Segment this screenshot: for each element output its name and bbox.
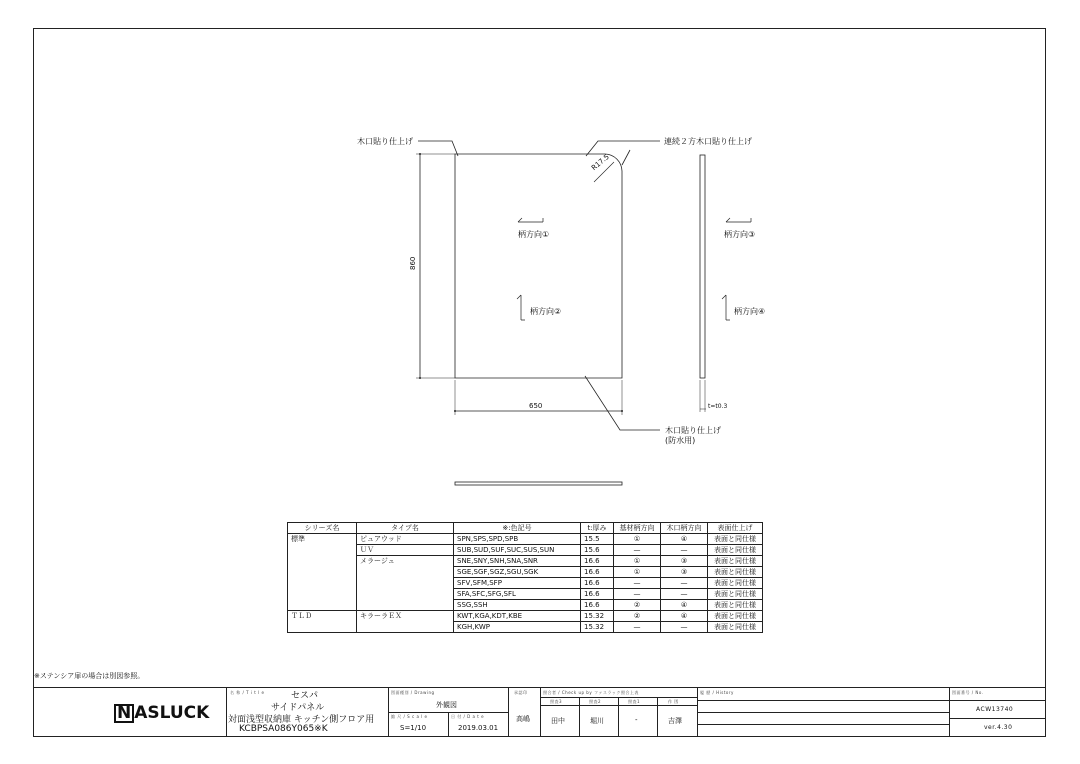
cell-thickness: 16.6 (581, 600, 614, 611)
col-type: タイプ名 (357, 523, 454, 534)
spec-header-row (288, 523, 763, 534)
spec-row (288, 534, 763, 545)
cell-thickness: 16.6 (581, 556, 614, 567)
spec-row (288, 578, 763, 589)
date-value: 2019.03.01 (458, 724, 499, 732)
cell-base-grain: — (614, 578, 661, 589)
no-caption: 図面番号 / No. (952, 690, 984, 695)
spec-row (288, 611, 763, 622)
cell-type (357, 600, 454, 611)
cell-type (357, 622, 454, 633)
label-grain-1: 柄方向① (518, 230, 550, 239)
spec-row (288, 600, 763, 611)
cell-series (288, 556, 357, 567)
grain-arrow-1 (518, 218, 543, 222)
cell-series (288, 578, 357, 589)
cell-base-grain: — (614, 622, 661, 633)
title-caption: 名 称 / T i t l e (230, 690, 265, 695)
dim-width-label: 650 (529, 402, 543, 410)
col-series: シリーズ名 (288, 523, 357, 534)
cell-base-grain: ② (614, 600, 661, 611)
title-block (34, 687, 1045, 737)
cell-base-grain: ① (614, 556, 661, 567)
cell-series: ＴＬＤ (288, 611, 357, 622)
check-caption: 照合者 / Check up by ファスラック照合上表 (543, 690, 639, 695)
label-grain-4: 柄方向④ (734, 307, 766, 316)
check-sub-1: 照査3 (550, 699, 563, 704)
cell-edge-grain: — (661, 578, 708, 589)
spec-row (288, 556, 763, 567)
cell-base-grain: — (614, 589, 661, 600)
cell-thickness: 15.5 (581, 534, 614, 545)
spec-row (288, 622, 763, 633)
scale-value: S=1/10 (400, 724, 427, 732)
cell-color-code: SSG,SSH (454, 600, 581, 611)
col-thickness: t:厚み (581, 523, 614, 534)
cell-color-code: SGE,SGF,SGZ,SGU,SGK (454, 567, 581, 578)
check-val-2: 堀川 (590, 717, 604, 725)
cell-color-code: SFA,SFC,SFG,SFL (454, 589, 581, 600)
cell-base-grain: ② (614, 611, 661, 622)
col-base-grain: 基材柄方向 (614, 523, 661, 534)
title-line-2: サイドパネル (271, 703, 325, 713)
cell-thickness: 15.32 (581, 622, 614, 633)
cell-type: ＵＶ (357, 545, 454, 556)
cell-type (357, 589, 454, 600)
cell-color-code: KWT,KGA,KDT,KBE (454, 611, 581, 622)
cell-type: メラージュ (357, 556, 454, 567)
approve-caption: 承認印 (514, 690, 528, 695)
cell-finish: 表面と同仕様 (708, 622, 763, 633)
cell-thickness: 16.6 (581, 578, 614, 589)
cell-edge-grain: ④ (661, 611, 708, 622)
cell-color-code: SPN,SPS,SPD,SPB (454, 534, 581, 545)
cell-edge-grain: ③ (661, 567, 708, 578)
cell-thickness: 16.6 (581, 589, 614, 600)
cell-finish: 表面と同仕様 (708, 589, 763, 600)
title-line-4: KCBPSA086Y065※K (239, 724, 328, 734)
check-val-1: 田中 (551, 717, 565, 725)
logo-text: ASLUCK (134, 703, 210, 723)
no-value: ACW13740 (976, 706, 1014, 713)
grain-arrow-4 (722, 295, 730, 320)
col-edge-grain: 木口柄方向 (661, 523, 708, 534)
panel-side-view (700, 155, 705, 378)
grain-arrow-3 (726, 218, 751, 222)
cell-finish: 表面と同仕様 (708, 556, 763, 567)
panel-bottom-view (455, 482, 622, 485)
col-finish: 表面仕上げ (708, 523, 763, 534)
cell-edge-grain: ④ (661, 600, 708, 611)
dim-height-label: 860 (409, 256, 417, 270)
cell-series: 標準 (288, 534, 357, 545)
cell-thickness: 16.6 (581, 567, 614, 578)
cell-color-code: SNE,SNY,SNH,SNA,SNR (454, 556, 581, 567)
cell-base-grain: ① (614, 567, 661, 578)
cell-series (288, 567, 357, 578)
check-sub-2: 照査2 (589, 699, 602, 704)
cell-type (357, 567, 454, 578)
cell-finish: 表面と同仕様 (708, 545, 763, 556)
leader-edge-right (622, 150, 630, 165)
cell-series (288, 545, 357, 556)
cell-edge-grain: — (661, 622, 708, 633)
date-caption: 日 付 / D a t e (451, 714, 485, 719)
label-edge-top-right: 連続２方木口貼り仕上げ (664, 137, 752, 146)
drawing-value: 外観図 (436, 701, 457, 709)
scale-caption: 縮 尺 / S c a l e (391, 714, 428, 719)
cell-finish: 表面と同仕様 (708, 534, 763, 545)
label-edge-bottom: 木口貼り仕上げ (665, 426, 721, 435)
cell-edge-grain: — (661, 589, 708, 600)
cell-finish: 表面と同仕様 (708, 611, 763, 622)
spec-table (287, 522, 763, 633)
panel-outline (455, 154, 622, 378)
cell-color-code: KGH,KWP (454, 622, 581, 633)
note-stencia: ※ステンシア扉の場合は別図参照。 (34, 672, 145, 680)
label-grain-3: 柄方向③ (724, 230, 756, 239)
grain-arrow-2 (517, 295, 525, 320)
label-radius: R17.5 (590, 152, 611, 173)
cell-series (288, 600, 357, 611)
cell-type: ピュアウッド (357, 534, 454, 545)
cell-type (357, 578, 454, 589)
cell-edge-grain: — (661, 545, 708, 556)
approve-value: 高嶋 (516, 715, 530, 723)
cell-edge-grain: ③ (661, 556, 708, 567)
check-sub-4: 作 図 (668, 699, 679, 704)
check-val-3: - (635, 716, 638, 724)
cell-type: キラーラＥＸ (357, 611, 454, 622)
dim-thickness-label: t=t0.3 (708, 403, 728, 410)
logo-initial: N (114, 704, 134, 723)
cell-series (288, 589, 357, 600)
col-color-code: ※:色記号 (454, 523, 581, 534)
cell-finish: 表面と同仕様 (708, 600, 763, 611)
check-sub-3: 照査1 (628, 699, 641, 704)
cell-color-code: SFV,SFM,SFP (454, 578, 581, 589)
cell-edge-grain: ④ (661, 534, 708, 545)
cell-thickness: 15.6 (581, 545, 614, 556)
leader-edge-bottom (585, 376, 660, 430)
cell-base-grain: ① (614, 534, 661, 545)
title-line-1: セスパ (291, 691, 319, 701)
version: ver.4.30 (984, 724, 1013, 731)
title-line-3: 対面浅型収納庫 キッチン側フロア用 (228, 715, 375, 725)
cell-finish: 表面と同仕様 (708, 567, 763, 578)
history-caption: 履 歴 / History (700, 690, 734, 695)
spec-row (288, 545, 763, 556)
cell-finish: 表面と同仕様 (708, 578, 763, 589)
label-grain-2: 柄方向② (530, 307, 562, 316)
label-edge-top-left: 木口貼り仕上げ (357, 137, 413, 146)
cell-base-grain: — (614, 545, 661, 556)
check-val-4: 吉澤 (668, 717, 682, 725)
spec-row (288, 589, 763, 600)
label-edge-bottom-sub: (防水用) (665, 436, 696, 445)
cell-series (288, 622, 357, 633)
nasluck-logo (114, 703, 209, 723)
cell-color-code: SUB,SUD,SUF,SUC,SUS,SUN (454, 545, 581, 556)
spec-row (288, 567, 763, 578)
drawing-caption: 図面種別 / Drawing (391, 690, 435, 695)
cell-thickness: 15.32 (581, 611, 614, 622)
